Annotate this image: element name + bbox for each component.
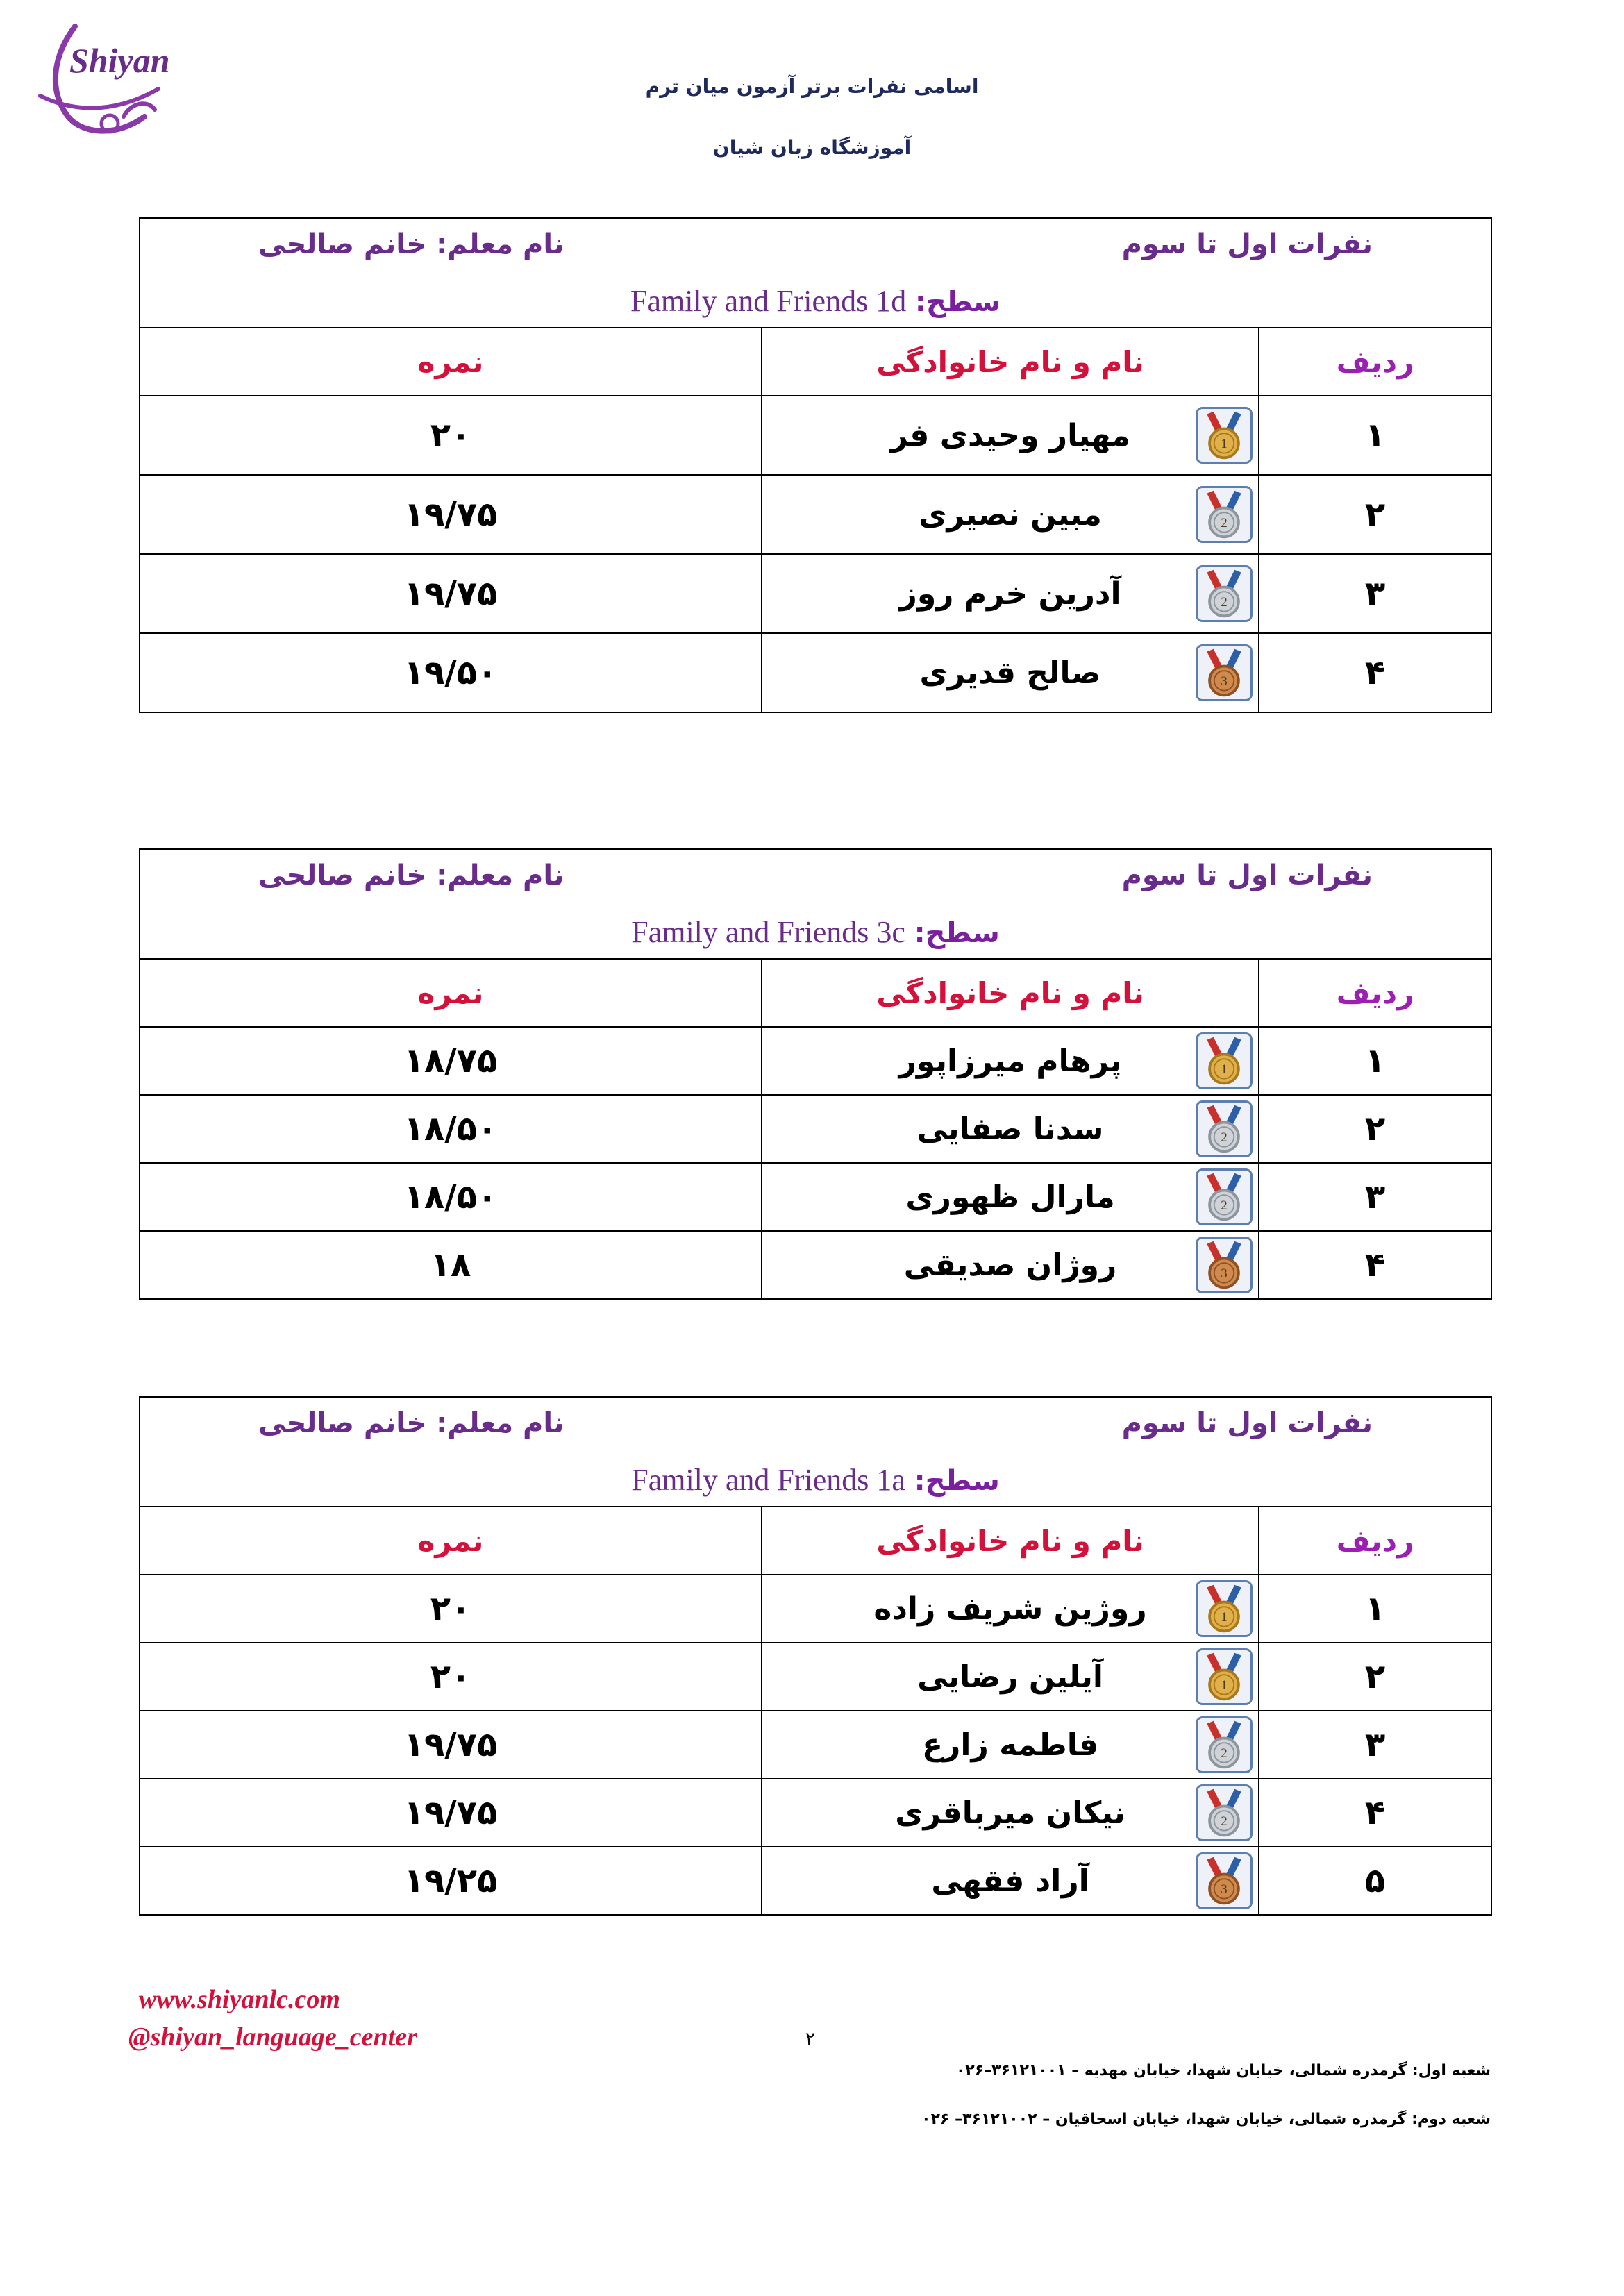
student-name: آراد فقهی <box>931 1863 1089 1899</box>
teacher-label: نام معلم: خانم صالحی <box>258 228 564 260</box>
silver-medal-icon <box>1196 1716 1253 1773</box>
rank-cell: ۵ <box>1259 1847 1491 1915</box>
level-value: Family and Friends 3c <box>631 915 905 949</box>
level-label: سطح: <box>914 286 1001 318</box>
column-header-name: نام و نام خانوادگی <box>762 959 1259 1027</box>
student-name: آدرین خرم روز <box>899 576 1121 612</box>
student-name: مارال ظهوری <box>905 1179 1115 1215</box>
column-header-rank: ردیف <box>1259 1507 1491 1575</box>
rank-cell: ۲ <box>1259 1643 1491 1711</box>
column-header-rank: ردیف <box>1259 959 1491 1027</box>
score-cell: ۱۹/۷۵ <box>140 1779 762 1847</box>
rank-cell: ۴ <box>1259 1779 1491 1847</box>
table-row <box>140 1643 1491 1711</box>
student-name: فاطمه زارع <box>921 1727 1099 1763</box>
svg-text:1: 1 <box>1221 437 1228 452</box>
top-ranks-label: نفرات اول تا سوم <box>1121 860 1373 891</box>
table-row <box>140 1779 1491 1847</box>
svg-text:3: 3 <box>1221 674 1228 689</box>
name-cell <box>762 554 1259 633</box>
table-row <box>140 1027 1491 1095</box>
student-name: پرهام میرزاپور <box>898 1043 1122 1079</box>
rank-cell: ۳ <box>1259 1163 1491 1231</box>
instagram-handle[interactable]: @shiyan_language_center <box>128 2022 417 2052</box>
table-info-header <box>140 849 1491 959</box>
score-cell: ۲۰ <box>140 1575 762 1643</box>
silver-medal-icon <box>1196 1784 1253 1841</box>
rank-cell: ۴ <box>1259 633 1491 712</box>
svg-text:3: 3 <box>1221 1266 1228 1282</box>
score-cell: ۱۹/۷۵ <box>140 475 762 554</box>
document-subtitle: آموزشگاه زبان شیان <box>712 136 912 159</box>
document-title: اسامی نفرات برتر آزمون میان ترم <box>645 75 979 98</box>
svg-text:2: 2 <box>1221 516 1228 531</box>
rank-cell: ۳ <box>1259 1711 1491 1779</box>
teacher-label: نام معلم: خانم صالحی <box>258 860 564 891</box>
score-cell: ۲۰ <box>140 396 762 475</box>
name-cell <box>762 396 1259 475</box>
gold-medal-icon <box>1196 1032 1253 1089</box>
page-number: ۲ <box>805 2029 815 2050</box>
silver-medal-icon <box>1196 1100 1253 1157</box>
gold-medal-icon <box>1196 1580 1253 1637</box>
name-cell <box>762 633 1259 712</box>
rank-cell: ۴ <box>1259 1231 1491 1299</box>
table-row <box>140 554 1491 633</box>
level-value: Family and Friends 1d <box>630 284 907 318</box>
column-header-name: نام و نام خانوادگی <box>762 328 1259 396</box>
score-cell: ۱۸/۵۰ <box>140 1095 762 1163</box>
top-ranks-label: نفرات اول تا سوم <box>1121 228 1373 260</box>
student-name: مهیار وحیدی فر <box>890 417 1130 453</box>
results-table-3 <box>139 1396 1492 1916</box>
table-info-header <box>140 218 1491 328</box>
student-name: صالح قدیری <box>919 655 1101 691</box>
svg-text:1: 1 <box>1221 1610 1228 1625</box>
teacher-label: نام معلم: خانم صالحی <box>258 1407 564 1439</box>
table-row <box>140 475 1491 554</box>
results-table-2 <box>139 848 1492 1300</box>
level-label: سطح: <box>914 1465 1000 1497</box>
svg-text:2: 2 <box>1221 1746 1228 1761</box>
name-cell <box>762 1711 1259 1779</box>
logo-text: Shiyan <box>69 41 170 80</box>
score-cell: ۱۸/۵۰ <box>140 1163 762 1231</box>
table-row <box>140 1231 1491 1299</box>
name-cell <box>762 1095 1259 1163</box>
name-cell <box>762 1027 1259 1095</box>
level-line <box>140 914 1491 950</box>
student-name: روژین شریف زاده <box>873 1591 1147 1627</box>
level-line <box>140 1462 1491 1498</box>
student-name: مبین نصیری <box>919 496 1102 533</box>
table-row <box>140 633 1491 712</box>
rank-cell: ۱ <box>1259 396 1491 475</box>
silver-medal-icon <box>1196 486 1253 543</box>
branch-2-address: شعبه دوم: گرمدره شمالی، خیابان شهدا، خیابان اسحاقیان – ۳۶۱۲۱۰۰۲– ۰۲۶ <box>921 2111 1491 2128</box>
table-row <box>140 1847 1491 1915</box>
gold-medal-icon <box>1196 1648 1253 1705</box>
svg-text:2: 2 <box>1221 595 1228 610</box>
branch-1-address: شعبه اول: گرمدره شمالی، خیابان شهدا، خیابان مهدیه – ۳۶۱۲۱۰۰۱–۰۲۶ <box>955 2062 1491 2079</box>
rank-cell: ۲ <box>1259 475 1491 554</box>
rank-cell: ۱ <box>1259 1027 1491 1095</box>
svg-text:1: 1 <box>1221 1678 1228 1693</box>
table-row <box>140 1095 1491 1163</box>
results-table-1 <box>139 217 1492 713</box>
table-info-header <box>140 1397 1491 1507</box>
column-header-name: نام و نام خانوادگی <box>762 1507 1259 1575</box>
student-name: نیکان میرباقری <box>895 1795 1125 1831</box>
website-link[interactable]: www.shiyanlc.com <box>139 1985 340 2014</box>
score-cell: ۱۹/۵۰ <box>140 633 762 712</box>
svg-text:2: 2 <box>1221 1814 1228 1829</box>
svg-text:1: 1 <box>1221 1062 1228 1078</box>
bronze-medal-icon <box>1196 644 1253 701</box>
name-cell <box>762 1575 1259 1643</box>
rank-cell: ۲ <box>1259 1095 1491 1163</box>
score-cell: ۱۹/۲۵ <box>140 1847 762 1915</box>
svg-text:3: 3 <box>1221 1882 1228 1897</box>
gold-medal-icon <box>1196 407 1253 464</box>
rank-cell: ۱ <box>1259 1575 1491 1643</box>
table-row <box>140 396 1491 475</box>
student-name: آیلین رضایی <box>917 1659 1103 1695</box>
score-cell: ۱۸ <box>140 1231 762 1299</box>
name-cell <box>762 1163 1259 1231</box>
score-cell: ۱۹/۷۵ <box>140 1711 762 1779</box>
column-header-score: نمره <box>140 1507 762 1575</box>
score-cell: ۱۹/۷۵ <box>140 554 762 633</box>
svg-text:2: 2 <box>1221 1130 1228 1146</box>
name-cell <box>762 1231 1259 1299</box>
svg-text:2: 2 <box>1221 1198 1228 1214</box>
level-line <box>140 283 1491 319</box>
score-cell: ۱۸/۷۵ <box>140 1027 762 1095</box>
bronze-medal-icon <box>1196 1852 1253 1909</box>
level-label: سطح: <box>914 917 1000 949</box>
column-header-rank: ردیف <box>1259 328 1491 396</box>
rank-cell: ۳ <box>1259 554 1491 633</box>
student-name: سدنا صفایی <box>916 1111 1104 1147</box>
name-cell <box>762 1643 1259 1711</box>
bronze-medal-icon <box>1196 1237 1253 1293</box>
top-ranks-label: نفرات اول تا سوم <box>1121 1407 1373 1439</box>
score-cell: ۲۰ <box>140 1643 762 1711</box>
name-cell <box>762 475 1259 554</box>
column-header-score: نمره <box>140 959 762 1027</box>
silver-medal-icon <box>1196 565 1253 622</box>
name-cell <box>762 1779 1259 1847</box>
name-cell <box>762 1847 1259 1915</box>
table-row <box>140 1163 1491 1231</box>
column-header-score: نمره <box>140 328 762 396</box>
silver-medal-icon <box>1196 1168 1253 1225</box>
level-value: Family and Friends 1a <box>631 1463 905 1497</box>
student-name: روژان صدیقی <box>903 1247 1117 1283</box>
table-row <box>140 1575 1491 1643</box>
table-row <box>140 1711 1491 1779</box>
